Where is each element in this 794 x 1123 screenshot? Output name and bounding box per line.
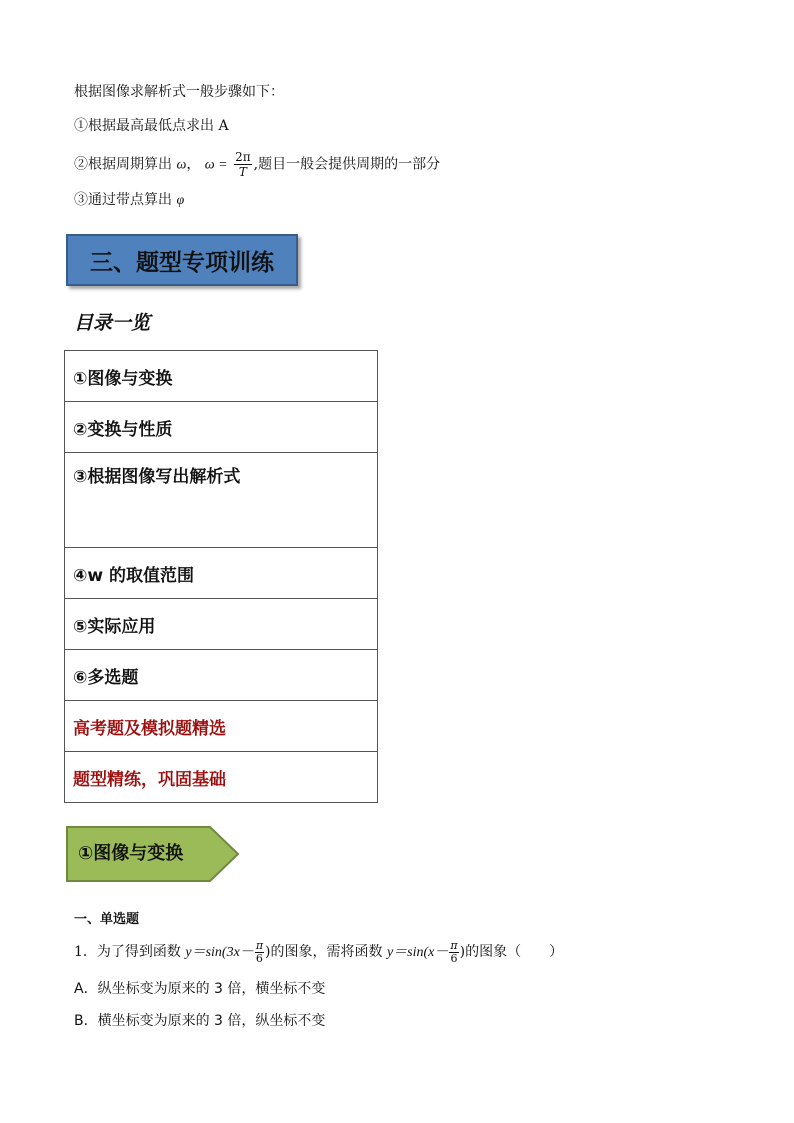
toc-item[interactable]: ①图像与变换 <box>65 351 378 402</box>
q1-fraction-1-num: π <box>255 938 264 952</box>
q1-func1-start: y＝sin(3x－ <box>185 945 254 960</box>
toc-row[interactable] <box>65 548 378 599</box>
section-banner-title: 三、题型专项训练 <box>90 249 274 276</box>
toc-row[interactable] <box>65 650 378 701</box>
step3-prefix: ③通过带点算出 <box>74 192 172 208</box>
toc-item[interactable]: 高考题及模拟题精选 <box>65 701 378 752</box>
q1-fraction-1-den: 6 <box>255 951 263 965</box>
toc-item[interactable]: ④w 的取值范围 <box>65 548 378 599</box>
toc-item[interactable]: ⑥多选题 <box>65 650 378 701</box>
toc-row[interactable] <box>65 752 378 803</box>
q1-func2-start: y＝sin(x－ <box>386 945 449 960</box>
toc-table <box>64 350 378 803</box>
toc-row[interactable] <box>65 599 378 650</box>
q1-prefix: 1．为了得到函数 <box>74 944 181 960</box>
question-section-heading: 一、单选题 <box>74 912 140 927</box>
toc-item[interactable] <box>65 453 378 548</box>
topic-banner <box>66 826 240 882</box>
q1-fraction-2-den: 6 <box>450 951 458 965</box>
q1-fraction-2-num: π <box>450 938 458 952</box>
step2-suffix: ,题目一般会提供周期的一部分 <box>253 156 441 173</box>
section-banner <box>66 234 298 286</box>
omega-symbol: ω <box>176 157 187 173</box>
fraction-denominator: T <box>238 165 247 179</box>
fraction-numerator: 2π <box>235 150 251 164</box>
option-a[interactable]: A．纵坐标变为原来的 3 倍，横坐标不变 <box>74 981 326 997</box>
period-fraction <box>234 150 252 179</box>
toc-item[interactable]: 题型精练，巩固基础 <box>65 752 378 803</box>
toc-heading: 目录一览 <box>74 312 151 334</box>
intro-step-1: ①根据最高最低点求出 A <box>74 118 229 134</box>
intro-step-2 <box>74 150 440 179</box>
q1-func2-end: )的图象（ ） <box>459 944 564 960</box>
option-b[interactable]: B．横坐标变为原来的 3 倍，纵坐标不变 <box>74 1013 326 1029</box>
step2-prefix: ②根据周期算出 <box>74 156 172 173</box>
toc-item[interactable]: ②变换与性质 <box>65 402 378 453</box>
topic-banner-title: ①图像与变换 <box>78 843 184 864</box>
q1-fraction-2 <box>449 940 458 965</box>
phi-symbol: φ <box>176 193 185 208</box>
omega-equation: ω = <box>204 157 228 173</box>
step2-separator: ， <box>186 156 201 173</box>
toc-row[interactable] <box>65 402 378 453</box>
question-1 <box>74 936 563 968</box>
intro-step-3 <box>74 190 184 211</box>
toc-row[interactable] <box>65 453 378 548</box>
q1-func1-end: )的图象，需将函数 <box>265 944 383 960</box>
toc-row[interactable] <box>65 701 378 752</box>
toc-item[interactable]: ⑤实际应用 <box>65 599 378 650</box>
toc-item-label: ③根据图像写出解析式 <box>73 467 241 487</box>
intro-heading: 根据图像求解析式一般步骤如下： <box>74 84 284 100</box>
toc-row[interactable] <box>65 351 378 402</box>
q1-fraction-1 <box>255 940 264 965</box>
